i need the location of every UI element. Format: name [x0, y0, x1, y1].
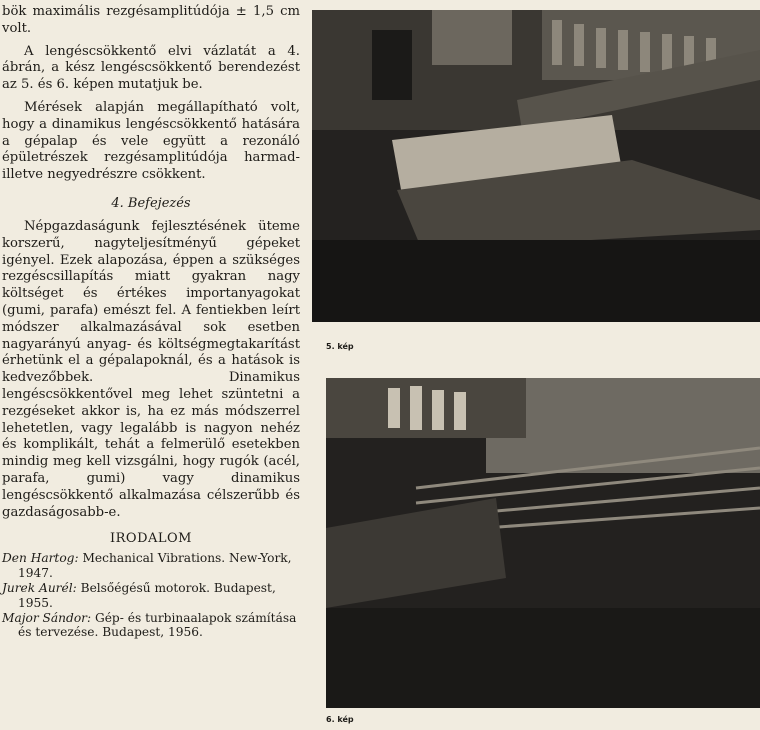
reference-item: Den Hartog: Mechanical Vibrations. New-York, 1947. [2, 551, 292, 581]
section-heading: 4. Befejezés [111, 195, 191, 211]
paragraph-3: Mérések alapján megállapítható volt, hogy a dinamikus lengéscsökkentő hatására a gépalap és vele együtt a rezonáló épületrészek rezgésamplitúdója harmad- illetve negyedrészre csökkent. [2, 99, 300, 183]
photo-5-caption: 5. kép [326, 342, 354, 351]
photo-6 [326, 378, 760, 708]
references-heading: IRODALOM [110, 531, 192, 547]
paragraph-4: Népgazdaságunk fejlesztésének üteme korszerű, nagyteljesítményű gépeket igényel. Ezek alapozása, éppen a szükséges rezgéscsillapítás miatt gyakran nagy költséget és értékes importanyagokat (gumi, parafa) emészt fel. A fentiekben leírt módszer alkalmazásával sok esetben nagyarányú anyag- és költségmegtakarítást érhetünk el a gépalapoknál, és a hatások is kedvezőbbek. Dinamikus lengéscsökkentővel meg lehet szüntetni a rezgéseket akkor is, ha ez más módszerrel lehetetlen, vagy legalább is nagyon nehéz és komplikált, tehát a felmerülő esetekben mindig meg kell vizsgálni, hogy rugók (acél, parafa, gumi) vagy dinamikus lengéscsökkentő alkalmazása célszerűbb és gazdaságosabb-e. [2, 218, 300, 520]
photo-6-caption: 6. kép [326, 715, 354, 724]
reference-item: Jurek Aurél: Belsőégésű motorok. Budapest, 1955. [2, 580, 276, 610]
paragraph-2: A lengéscsökkentő elvi vázlatát a 4. ábrán, a kész lengéscsökkentő berendezést az 5. és 6. képen mutatjuk be. [2, 43, 300, 93]
paragraph-1: bök maximális rezgésamplitúdója ± 1,5 cm volt. [2, 4, 300, 36]
photo-5 [312, 10, 760, 322]
text-column [2, 4, 300, 640]
reference-item: Major Sándor: Gép- és turbinaalapok számítása és tervezése. Budapest, 1956. [2, 610, 297, 640]
